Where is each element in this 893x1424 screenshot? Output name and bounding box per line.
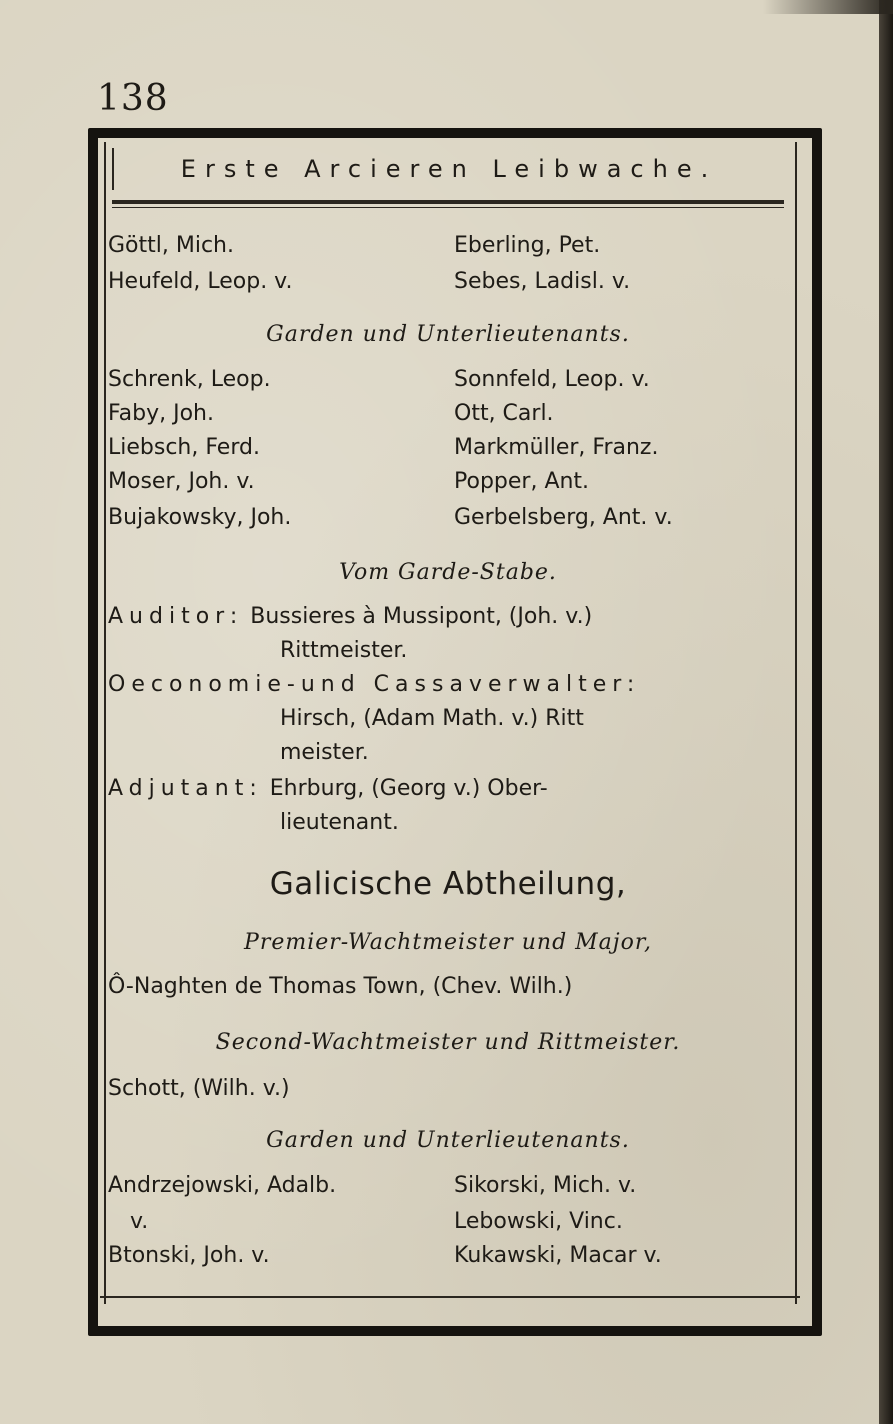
heading-rule <box>112 200 784 204</box>
garden-name: Btonski, Joh. v. <box>108 1243 270 1268</box>
garden-row <box>108 1238 788 1274</box>
adjutant-text: Ehrburg, (Georg v.) Ober- <box>269 776 548 801</box>
garden-row <box>108 430 788 466</box>
garden-name: Faby, Joh. <box>108 401 214 426</box>
adjutant-label: Adjutant: <box>108 776 263 801</box>
garden-name: Schrenk, Leop. <box>108 367 271 392</box>
garden-row <box>108 1168 788 1204</box>
garden-name: Bujakowsky, Joh. <box>108 505 292 530</box>
garden-name: Popper, Ant. <box>454 469 590 494</box>
garden-row <box>108 500 788 536</box>
garden-name: Markmüller, Franz. <box>454 435 659 460</box>
officer-name: Eberling, Pet. <box>454 233 601 258</box>
adjutant-continuation: lieutenant. <box>280 810 399 835</box>
heading-rule-thin <box>112 207 784 208</box>
oeconomie-text: Hirsch, (Adam Math. v.) Ritt <box>280 706 584 731</box>
officer-row <box>108 228 788 264</box>
adjutant-line <box>108 772 548 806</box>
garden-name: Sikorski, Mich. v. <box>454 1173 637 1198</box>
page-edge-shadow <box>763 0 893 14</box>
section-heading-garden-2: Garden und Unterlieutenants. <box>266 1128 630 1153</box>
oeconomie-label: Oeconomie-und Cassaverwalter: <box>108 672 641 697</box>
auditor-text: Bussieres à Mussipont, (Joh. v.) <box>250 604 593 629</box>
officer-name: Göttl, Mich. <box>108 233 234 258</box>
garden-row <box>108 396 788 432</box>
garden-name: v. <box>130 1209 149 1234</box>
section-heading-garden: Garden und Unterlieutenants. <box>266 322 630 347</box>
garden-name: Ott, Carl. <box>454 401 554 426</box>
bottom-rule <box>100 1296 800 1298</box>
garden-name: Gerbelsberg, Ant. v. <box>454 505 673 530</box>
officer-name: Heufeld, Leop. v. <box>108 269 293 294</box>
section-heading-stab: Vom Garde-Stabe. <box>339 560 557 585</box>
auditor-line <box>108 600 592 634</box>
oeconomie-line <box>108 668 640 702</box>
officer-row <box>108 264 788 300</box>
garden-row <box>108 362 788 398</box>
oeconomie-continuation: meister. <box>280 740 369 765</box>
section-heading-premier: Premier-Wachtmeister und Major, <box>244 930 652 955</box>
garden-name: Moser, Joh. v. <box>108 469 255 494</box>
garden-name: Liebsch, Ferd. <box>108 435 260 460</box>
officer-name: Sebes, Ladisl. v. <box>454 269 631 294</box>
page-number: 138 <box>97 78 169 119</box>
garden-row <box>108 464 788 500</box>
second-name: Schott, (Wilh. v.) <box>108 1076 290 1101</box>
page-heading: Erste Arcieren Leibwache. <box>112 148 784 190</box>
section-heading-second: Second-Wachtmeister und Rittmeister. <box>215 1030 681 1055</box>
garden-name: Kukawski, Macar v. <box>454 1243 662 1268</box>
galicia-title: Galicische Abtheilung, <box>269 866 627 902</box>
auditor-continuation: Rittmeister. <box>280 638 408 663</box>
book-spine <box>879 0 893 1424</box>
garden-row <box>108 1204 788 1240</box>
auditor-label: Auditor: <box>108 604 244 629</box>
garden-name: Sonnfeld, Leop. v. <box>454 367 650 392</box>
premier-name: Ô-Naghten de Thomas Town, (Chev. Wilh.) <box>108 974 573 999</box>
garden-name: Andrzejowski, Adalb. <box>108 1173 337 1198</box>
garden-name: Lebowski, Vinc. <box>454 1209 623 1234</box>
